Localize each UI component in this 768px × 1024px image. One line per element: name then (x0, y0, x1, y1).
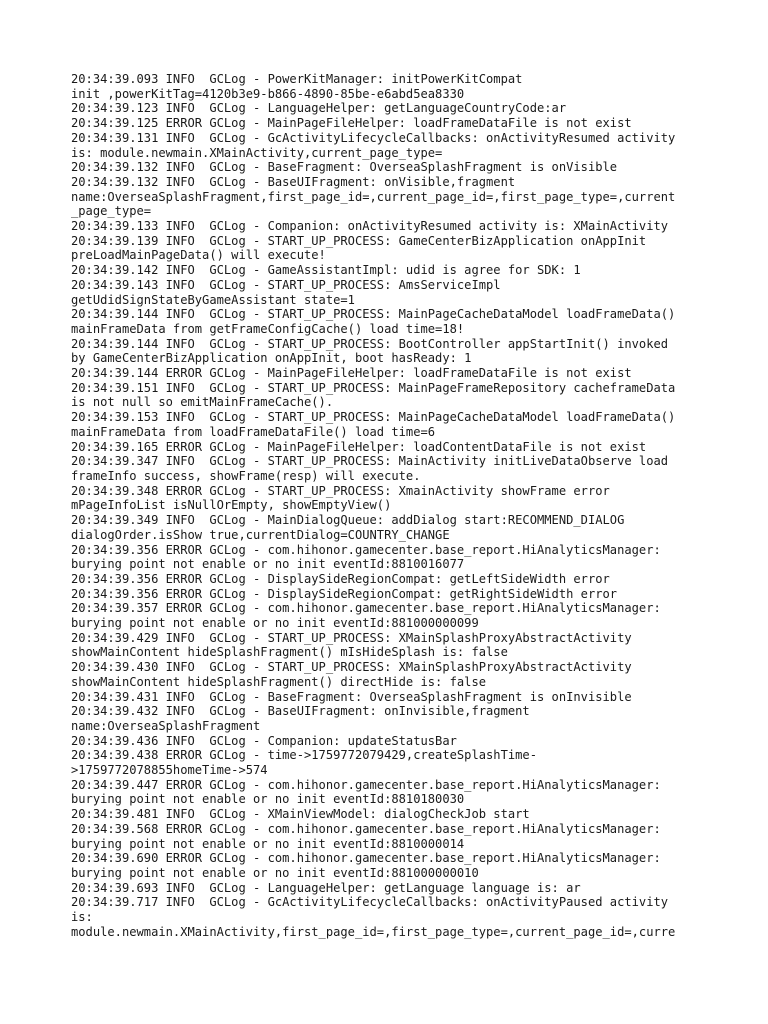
log-line: frameInfo success, showFrame(resp) will execute. (71, 468, 421, 483)
log-line: module.newmain.XMainActivity,first_page_id=,first_page_type=,current_page_id=,curre (71, 924, 676, 939)
log-line: preLoadMainPageData() will execute! (71, 248, 326, 263)
log-line: 20:34:39.717 INFO GCLog - GcActivityLifecycleCallbacks: onActivityPaused activity (71, 895, 669, 910)
log-line: 20:34:39.356 ERROR GCLog - com.hihonor.gamecenter.base_report.HiAnalyticsManager: (71, 542, 661, 557)
log-document (71, 72, 711, 939)
log-line: init ,powerKitTag=4120b3e9-b866-4890-85be-e6abd5ea8330 (71, 86, 465, 101)
log-line: burying point not enable or no init eventId:8810180030 (71, 792, 465, 807)
log-line: by GameCenterBizApplication onAppInit, boot hasReady: 1 (71, 351, 472, 366)
log-line: 20:34:39.165 ERROR GCLog - MainPageFileHelper: loadContentDataFile is not exist (71, 439, 647, 454)
log-line: 20:34:39.436 INFO GCLog - Companion: updateStatusBar (71, 733, 457, 748)
log-line: >1759772078855homeTime->574 (71, 763, 268, 778)
log-line: 20:34:39.132 INFO GCLog - BaseFragment: OverseaSplashFragment is onVisible (71, 160, 618, 175)
log-line: 20:34:39.144 INFO GCLog - START_UP_PROCESS: BootController appStartInit() invoked (71, 336, 669, 351)
log-lines (71, 72, 711, 939)
log-line: is: module.newmain.XMainActivity,current_page_type= (71, 145, 443, 160)
log-line: 20:34:39.133 INFO GCLog - Companion: onActivityResumed activity is: XMainActivity (71, 219, 669, 234)
log-line: 20:34:39.438 ERROR GCLog - time->1759772079429,createSplashTime- (71, 748, 537, 763)
log-line: showMainContent hideSplashFragment() mIsHideSplash is: false (71, 645, 508, 660)
log-line: 20:34:39.144 ERROR GCLog - MainPageFileHelper: loadFrameDataFile is not exist (71, 366, 632, 381)
log-line: 20:34:39.123 INFO GCLog - LanguageHelper: getLanguageCountryCode:ar (71, 101, 567, 116)
log-line: 20:34:39.690 ERROR GCLog - com.hihonor.gamecenter.base_report.HiAnalyticsManager: (71, 851, 661, 866)
log-line: dialogOrder.isShow true,currentDialog=COUNTRY_CHANGE (71, 527, 450, 542)
log-line: 20:34:39.356 ERROR GCLog - DisplaySideRegionCompat: getRightSideWidth error (71, 586, 618, 601)
log-line: getUdidSignStateByGameAssistant state=1 (71, 292, 355, 307)
log-line: 20:34:39.347 INFO GCLog - START_UP_PROCESS: MainActivity initLiveDataObserve load (71, 454, 669, 469)
log-line: 20:34:39.125 ERROR GCLog - MainPageFileHelper: loadFrameDataFile is not exist (71, 116, 632, 131)
log-line: 20:34:39.139 INFO GCLog - START_UP_PROCESS: GameCenterBizApplication onAppInit (71, 233, 647, 248)
log-line: burying point not enable or no init eventId:8810000014 (71, 836, 465, 851)
log-line: mainFrameData from loadFrameDataFile() load time=6 (71, 424, 436, 439)
log-line: 20:34:39.356 ERROR GCLog - DisplaySideRegionCompat: getLeftSideWidth error (71, 571, 610, 586)
log-line: 20:34:39.568 ERROR GCLog - com.hihonor.gamecenter.base_report.HiAnalyticsManager: (71, 821, 661, 836)
log-line: 20:34:39.693 INFO GCLog - LanguageHelper: getLanguage language is: ar (71, 880, 581, 895)
log-line: 20:34:39.143 INFO GCLog - START_UP_PROCESS: AmsServiceImpl (71, 277, 501, 292)
log-line: burying point not enable or no init eventId:881000000010 (71, 865, 479, 880)
log-line: burying point not enable or no init eventId:8810016077 (71, 557, 465, 572)
log-line: 20:34:39.447 ERROR GCLog - com.hihonor.gamecenter.base_report.HiAnalyticsManager: (71, 777, 661, 792)
log-line: 20:34:39.429 INFO GCLog - START_UP_PROCESS: XMainSplashProxyAbstractActivity (71, 630, 632, 645)
log-line: 20:34:39.481 INFO GCLog - XMainViewModel: dialogCheckJob start (71, 807, 530, 822)
log-line: 20:34:39.144 INFO GCLog - START_UP_PROCESS: MainPageCacheDataModel loadFrameData() (71, 307, 676, 322)
log-line: 20:34:39.151 INFO GCLog - START_UP_PROCESS: MainPageFrameRepository cacheframeData (71, 380, 676, 395)
log-line: 20:34:39.132 INFO GCLog - BaseUIFragment: onVisible,fragment (71, 174, 516, 189)
log-line: is: (71, 910, 93, 925)
log-line: 20:34:39.093 INFO GCLog - PowerKitManager: initPowerKitCompat (71, 72, 523, 86)
log-line: name:OverseaSplashFragment (71, 718, 261, 733)
log-line: 20:34:39.131 INFO GCLog - GcActivityLifecycleCallbacks: onActivityResumed activity (71, 130, 676, 145)
log-line: 20:34:39.430 INFO GCLog - START_UP_PROCESS: XMainSplashProxyAbstractActivity (71, 660, 632, 675)
log-line: mPageInfoList isNullOrEmpty, showEmptyView() (71, 498, 392, 513)
log-line: 20:34:39.348 ERROR GCLog - START_UP_PROCESS: XmainActivity showFrame error (71, 483, 610, 498)
log-line: 20:34:39.349 INFO GCLog - MainDialogQueue: addDialog start:RECOMMEND_DIALOG (71, 513, 625, 528)
log-line: showMainContent hideSplashFragment() directHide is: false (71, 674, 487, 689)
log-line: 20:34:39.153 INFO GCLog - START_UP_PROCESS: MainPageCacheDataModel loadFrameData() (71, 410, 676, 425)
log-line: _page_type= (71, 204, 152, 219)
log-line: name:OverseaSplashFragment,first_page_id=,current_page_id=,first_page_type=,current (71, 189, 676, 204)
log-line: burying point not enable or no init eventId:881000000099 (71, 616, 479, 631)
log-line: 20:34:39.142 INFO GCLog - GameAssistantImpl: udid is agree for SDK: 1 (71, 263, 581, 278)
log-line: mainFrameData from getFrameConfigCache() load time=18! (71, 321, 465, 336)
log-line: 20:34:39.431 INFO GCLog - BaseFragment: OverseaSplashFragment is onInvisible (71, 689, 632, 704)
log-line: is not null so emitMainFrameCache(). (71, 395, 334, 410)
log-line: 20:34:39.432 INFO GCLog - BaseUIFragment: onInvisible,fragment (71, 704, 530, 719)
log-line: 20:34:39.357 ERROR GCLog - com.hihonor.gamecenter.base_report.HiAnalyticsManager: (71, 601, 661, 616)
